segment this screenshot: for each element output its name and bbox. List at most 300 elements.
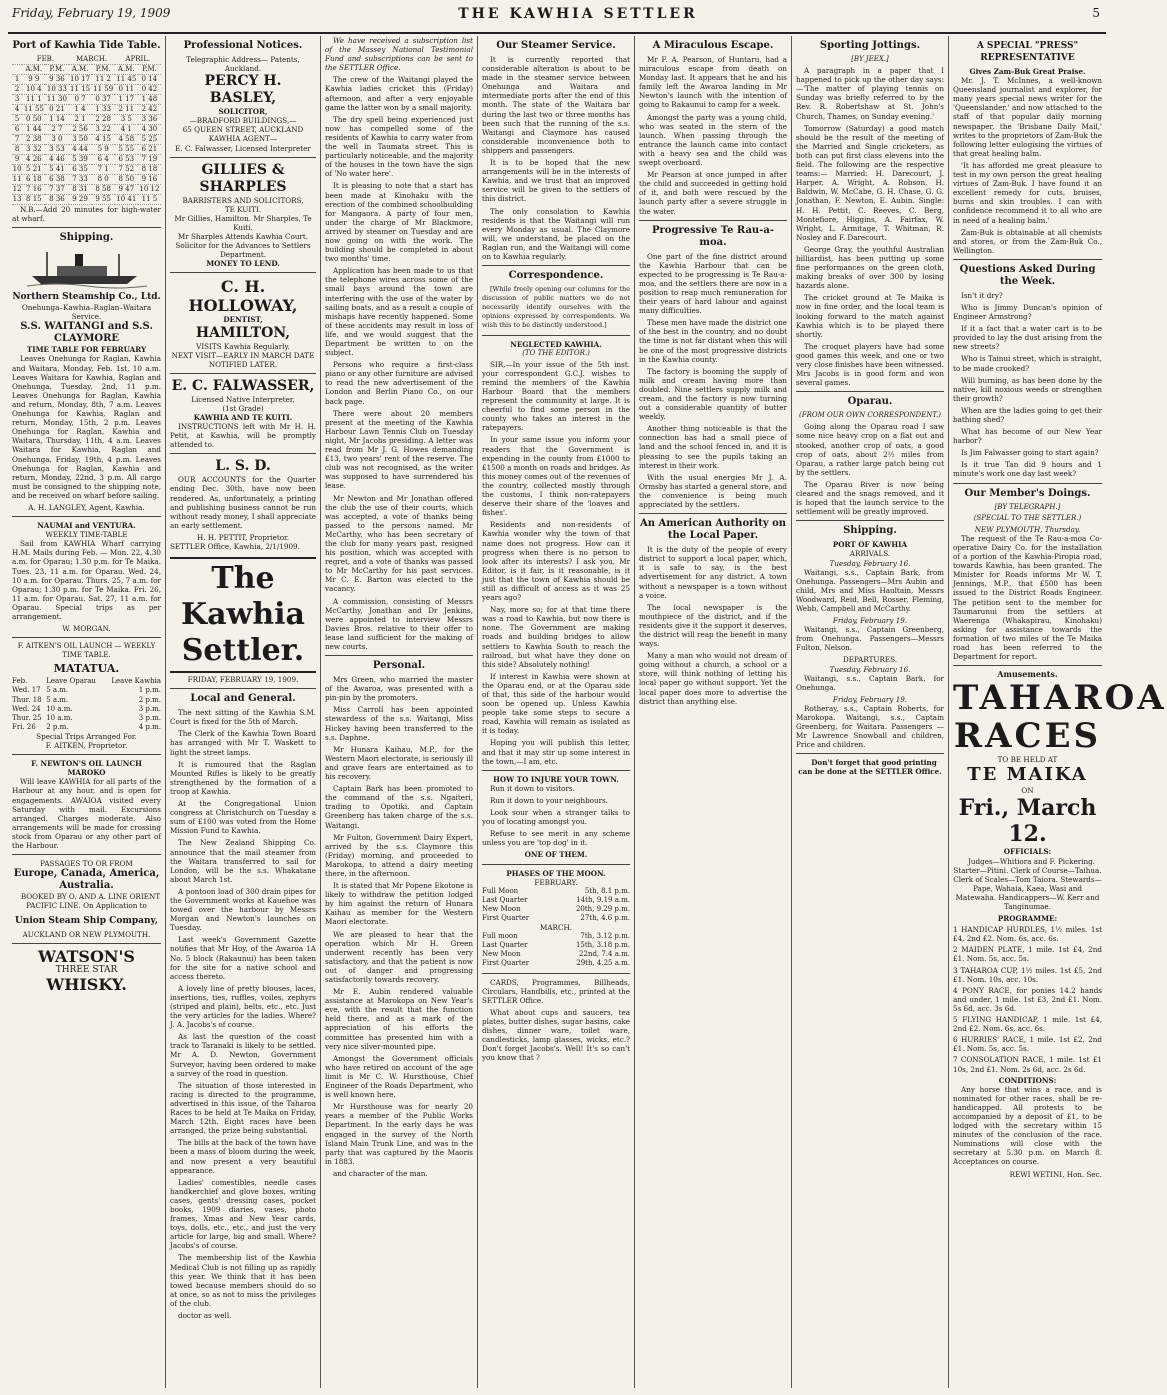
sporting-paragraph: The croquet players have had some good games this week, and one or two very close finishes have been witnessed. Mrs Jacobs is in good form and won several games. — [796, 341, 944, 388]
launch-text: Sail from KAWHIA Wharf carrying H.M. Mails during Feb. — Mon. 22, 4.30 a.m. for Oparau; 1.30 p.m. for Te Maika. Tues. 23, 11 a.m. for Oparau. Wed. 24, 10 a.m. for Oparau. Thurs. 25, 7 a.m. for Oparau; 1.30 p.m. for Te Maika. Fri. 26, 11 a.m. for Oparau. Sat. 27, 11 a.m. for Oparau. Special trips as per arrangement. — [12, 539, 161, 621]
tide-row-cell: 8 — [12, 145, 22, 155]
tide-row-cell: 11 30 — [46, 95, 67, 103]
tide-row-cell: 2 1 — [69, 115, 92, 125]
phase-row-cell: Full Moon — [482, 886, 519, 895]
tide-row-cell: 11 2 — [92, 75, 115, 85]
launch-subheading: WEEKLY TIME-TABLE — [45, 530, 128, 540]
matatua-row-cell: 10 a.m. — [46, 704, 73, 713]
tide-row-cell: 9 55 — [92, 195, 115, 205]
tide-row — [12, 145, 161, 155]
departure-1-text: Waitangi, s.s., Captain Bark, for Onehunga. — [796, 673, 944, 692]
programme-item: 4 PONY RACE, for ponies 14.2 hands and under, 1 mile. 1st £3, 2nd £1. Nom. 5s 6d, acc. 3s 6d. — [953, 985, 1102, 1013]
howto-line: Run it down to your neighbours. — [490, 795, 609, 805]
american-paragraph: Many a man who would not dream of going without a church, a school or a store, will think nothing of letting his local paper go without support. Yet the local paper does more to advertise the district than anything else. — [639, 651, 787, 706]
matatua-row-cell: 3 p.m. — [138, 704, 161, 713]
tide-row-cell: 9 9 — [22, 75, 45, 85]
matatua-row-cell: Fri. 26 — [12, 722, 36, 731]
timetable-text: Leaves Onehunga for Raglan, Kawhia and Waitara, Monday, Feb. 1st, 10 a.m. Leaves Waitara for Kawhia, Raglan and Onehunga, Tuesday, 2nd, 11 p.m. Leaves Onehunga for Raglan, Kawhia and return, Monday, 8th, 7 a.m. Leaves Onehunga for Kawhia, Raglan and return, Monday, 15th, 2 p.m. Leaves Onehunga for Raglan, Kawhia and Waitara, Thursday, 11th, 4 a.m. Leaves Waitara for Kawhia, Raglan and Onehunga, Friday, 19th, 4 p.m. Leaves Onehunga for Raglan, Kawhia and return, Monday, 22nd, 3 p.m. All cargo must be consigned to the shipping note, and be received on wharf before sailing. — [12, 354, 161, 500]
tide-row-cell: 5 9 — [92, 145, 115, 155]
local-general-heading: Local and General. — [190, 693, 296, 705]
sporting-paragraph: Tomorrow (Saturday) a good match should be the result of the meeting of the Married and Single cricketers, as both can put first class elevens into the field. The following are the respective teams:— Married: H. Darecourt, J. Harper, A. Wright, A. Robson, H. Baldwin, W. McCabe, G. H. Chase, G. G. Jonathan, F. Newton, E. Aubin. Single: H. H. Pettit, C. Reeves, C. Berg, Montefiore, Higgins, A. Fairfax, W. Wright, L. Armitage, T. Whitman, R. Nosley and F. Darecourt. — [796, 123, 944, 242]
phase-row-cell: First Quarter — [482, 959, 530, 968]
tide-row-cell: 2 7 — [45, 125, 68, 135]
tide-row-cell: 1 — [12, 75, 22, 85]
letter-paragraph: Residents and non-residents of Kawhia wonder why the town of that name does not progress. How can it progress when there is no person to look after its interests? I ask you, Mr Editor, is it fair, is it reasonable, is it just that the town of Kawhia should be still as difficult of access as it was 25 years ago? — [482, 520, 630, 603]
tide-table — [12, 55, 161, 205]
tide-month-header: FEB. — [22, 55, 68, 65]
gillies-partners: Mr Gillies, Hamilton. Mr Sharples, Te Kuiti. — [174, 213, 312, 232]
tide-row — [12, 105, 161, 115]
tide-ampm: P.M. — [45, 65, 68, 75]
tide-row-cell: 3 0 — [45, 135, 68, 145]
lsd-text: OUR ACCOUNTS for the Quarter ending Dec. 30th, have now been rendered. As, unfortunately, a printing and publishing business cannot be run without ready money, I shall appreciate an early settlement. — [170, 475, 316, 530]
arrival-1-text: Waitangi, s.s., Captain Bark, from Onehunga. Passengers—Mrs Aubin and child, Mrs and Miss Haultain, Messrs Woodward, Reid, Bell, Rosser, Fleming, Webb, Campbell and McCarthy. — [796, 567, 944, 613]
sporting-paragraph: A paragraph in a paper that I happened to pick up the other day says:—'The matter of playing tennis on Sunday was briefly referred to by the Rev. R. Robertshaw at St. John's Church, Thames, on Sunday evening.' — [796, 66, 944, 121]
holloway-visit: VISITS Kawhia Regularly. — [196, 341, 290, 351]
basley-title: SOLICITOR, — [218, 107, 268, 117]
newton-heading: F. NEWTON'S OIL LAUNCH MAROKO — [31, 759, 142, 778]
escape-heading: A Miraculous Escape. — [652, 40, 774, 51]
progressive-paragraph: The factory is booming the supply of milk and cream having more than doubled. Nine settlers supply milk and cream, and the factory is now turning out a considerable quantity of butter weekly. — [639, 366, 787, 422]
gillies-name: GILLIES & SHARPLES — [199, 161, 287, 195]
column-2 — [165, 36, 320, 1388]
progressive-paragraph: One part of the fine district around the Kawhia Harbour that can be expected to be progressing is Te Rau-a-moa, and the settlers there are now in a position to reap much remuneration for their years of hard labour and against many difficulties. — [639, 251, 787, 316]
gillies-solicitor: Solicitor for the Advances to Settlers Department. — [175, 241, 311, 260]
tide-row — [12, 195, 161, 205]
question-item: Who is Jimmy Duncan's opinion of Engineer Armstrong? — [953, 302, 1102, 322]
neglected-subheading: (TO THE EDITOR.) — [522, 348, 590, 357]
tide-header-row — [12, 55, 161, 65]
members-subheading: (SPECIAL TO THE SETTLER.) — [973, 513, 1082, 522]
tide-row-cell: 1 33 — [92, 105, 115, 115]
phase-row-cell: 14th, 9.19 a.m. — [576, 895, 630, 904]
departures-heading: DEPARTURES. — [842, 655, 898, 665]
shipping-news-heading: Shipping. — [843, 525, 897, 537]
gillies-note: Mr Sharples Attends Kawhia Court. — [177, 232, 309, 242]
tide-row-cell: 4 30 — [138, 125, 161, 135]
tide-row-cell: 0 7 — [69, 95, 92, 105]
steamer-paragraph: It is to be hoped that the new arrangements will be in the interests of Kawhia, and we trust that an improved service will be given to the settlers of this district. — [482, 158, 630, 204]
matatua-row-cell: Wed. 17 — [12, 686, 41, 695]
tide-row-cell: 4 44 — [69, 145, 92, 155]
tide-row-cell: 0 11 — [115, 85, 138, 95]
local-paragraph: The Clerk of the Kawhia Town Board has arranged with Mr T. Waskett to light the street lamps. — [170, 729, 316, 757]
news-paragraph: There were about 20 members present at the meeting of the Kawhia Harbour Lawn Tennis Club on Tuesday night, Mr Jacobs presiding. A letter was read from Mr J. G. Howes demanding £13, two years' rent of the reserve. The club was not recognised, as the writer was supposed to have surrendered his lease. — [325, 408, 473, 491]
shipping-heading: Shipping. — [59, 232, 114, 244]
tide-row — [12, 155, 161, 165]
howto-heading: HOW TO INJURE YOUR TOWN. — [493, 774, 619, 784]
cards-end: What about cups and saucers, tea plates, butter dishes, sugar basins, cake dishes, dinner ware, toilet ware, candlesticks, lamp glasses, wicks, etc.? Don't forget Jacobs's. Well! It's so can't you know that ? — [482, 1007, 630, 1063]
phase-row — [482, 959, 630, 968]
phase-row — [482, 905, 630, 914]
tide-row — [12, 175, 161, 185]
tide-row-cell: 1 17 — [115, 95, 138, 105]
phases-feb: FEBRUARY. — [534, 877, 578, 887]
matatua-subheading: F. AITKEN'S OIL LAUNCH — WEEKLY TIME TABLE. — [17, 642, 156, 660]
progressive-paragraph: These men have made the district one of the best in the country, and no doubt the time is not far distant when this will be one of the most progressive districts in the Kawhia county. — [639, 318, 787, 364]
tide-row-cell: 7 37 — [45, 185, 68, 195]
tide-row-cell: 4 1 — [115, 125, 138, 135]
special-paragraph: Mr. J. T. McInnes, a well-known Queensland journalist and explorer, for many years special news writer for the 'Queenslander,' and now attached to the staff of that popular daily morning newspaper, the 'Brisbane Daily Mail,' writes to the proprietors of Zam-Buk the following letter eulogising the virtues of that great healing balm. — [953, 76, 1102, 158]
news-paragraph: Application has been made to us that the telephone wires across some of the small bays around the town are interfering with the use of the water by sailing boats, and as a result a couple of mishaps have recently happened. Some of these accidents may result in loss of life, and we would suggest that the Department be written to on the subject. — [325, 266, 473, 358]
news-paragraph: The dry spell being experienced just now has compelled some of the residents of Kawhia to carry water from the well in Taumata street. This is particularly noticeable, and the majority of the houses in the town have the sign of 'No water here'. — [325, 114, 473, 179]
steamer-body — [482, 55, 630, 261]
tide-row-cell: 4 — [12, 105, 22, 115]
matatua-row — [12, 686, 161, 695]
matatua-row-cell: Leave Oparau — [46, 677, 96, 686]
tide-row-cell: 11 — [12, 175, 22, 183]
matatua-row — [12, 705, 161, 714]
conditions-signature: REWI WETINI, Hon. Sec. — [1009, 1169, 1102, 1179]
tide-row-cell: 7 1 — [92, 165, 115, 175]
phase-row-cell: First Quarter — [482, 913, 530, 922]
matatua-row — [12, 696, 161, 705]
phase-row — [482, 896, 630, 905]
personal-paragraph: Mr Fulton, Government Dairy Expert, arrived by the s.s. Claymore this (Friday) morning, and proceeded to Marokopa, to attend a dairy meeting there, in the afternoon. — [325, 832, 473, 878]
phases-feb-table — [482, 887, 630, 923]
matatua-row-cell: 5 a.m. — [46, 686, 69, 695]
matatua-row-cell: 2 p.m. — [46, 722, 69, 731]
passages-destinations: Europe, Canada, America, Australia. — [13, 868, 160, 892]
tide-row-cell: 3 53 — [45, 145, 68, 155]
holloway-next: NEXT VISIT—EARLY IN MARCH DATE NOTIFIED LATER. — [171, 350, 315, 369]
tide-row-cell: 11 5 — [138, 195, 161, 205]
local-general-body — [170, 708, 316, 1308]
issue-date: Friday, February 19, 1909 — [12, 6, 171, 20]
personal-paragraph: We are pleased to hear that the operation which Mr H. Green underwent recently has been very satisfactory, and that the patient is now out of danger and progressing satisfactorily towards recovery. — [325, 929, 473, 984]
phase-row — [482, 932, 630, 941]
letter-paragraph: Nay, more so; for at that time there was a road to Kawhia, but now there is none. The Government are making roads and building bridges to allow settlers to Kawhia South to reach the railroad, but what have they done on this side? Absolutely nothing! — [482, 605, 630, 669]
lsd-office: SETTLER Office, Kawhia, 2/1/1909. — [170, 542, 300, 551]
tide-row-cell: 7 19 — [138, 155, 161, 165]
local-paragraph: A pontoon load of 300 drain pipes for the Government works at Kauehoe was towed over the harbour by Messrs Morgan and Newton's launches on Tuesday. — [170, 886, 316, 933]
tide-row-cell: 4 46 — [45, 155, 68, 165]
holloway-place: HAMILTON, — [195, 324, 291, 341]
holloway-name: C. H. HOLLOWAY, — [188, 277, 298, 316]
tide-month-header: MARCH. — [69, 55, 115, 65]
phases-mar: MARCH. — [539, 923, 572, 933]
tide-row-cell: 10 12 — [139, 185, 160, 193]
sporting-byline: [BY JEEX.] — [851, 55, 889, 63]
tide-row-cell: 4 15 — [92, 135, 115, 145]
american-body — [639, 545, 787, 706]
programme-item: 1 HANDICAP HURDLES, 1½ miles. 1st £4, 2nd £2. Nom. 6s, acc. 6s. — [953, 925, 1102, 944]
matatua-row — [12, 723, 161, 732]
shipping-agent: A. H. LANGLEY, Agent, Kawhia. — [28, 502, 145, 512]
personal-paragraph: Mr Hunara Kaihau, M.P., for the Western Maori electorate, is seriously ill and grave fears are entertained as to his recovery. — [325, 744, 473, 782]
tide-row-cell: 6 4 — [92, 155, 115, 165]
whisky-star: THREE STAR — [55, 965, 118, 976]
questions-heading: Questions Asked During the Week. — [959, 263, 1096, 287]
local-end: doctor as well. — [178, 1311, 232, 1320]
special-body — [953, 76, 1102, 255]
news-paragraph: The crew of the Waitangi played the Kawhia ladies cricket this (Friday) afternoon, and after a very enjoyable game the latter won by a small majority. — [325, 75, 473, 112]
tide-row-cell: 9 36 — [45, 75, 68, 85]
tide-row-cell: 1 4 — [69, 105, 92, 115]
arrival-2-text: Waitangi, s.s., Captain Greenberg, from Onehunga. Passengers—Messrs Fulton, Nelson. — [796, 625, 944, 653]
tide-row-cell: 7 16 — [22, 185, 45, 195]
shipping-route: Onehunga–Kawhia–Raglan–Waitara Service. — [21, 303, 152, 322]
tide-row-cell: 9 29 — [69, 195, 92, 205]
steamer-heading: Our Steamer Service. — [496, 40, 616, 51]
matatua-row-cell: 2 p.m. — [138, 695, 161, 704]
tide-row-cell: 8 50 — [115, 175, 138, 185]
race-place: TE MAIKA — [967, 764, 1088, 786]
port-heading: PORT OF KAWHIA — [832, 540, 908, 550]
tide-row-cell: 12 — [12, 185, 22, 193]
local-paragraph: The membership list of the Kawhia Medical Club is not filling up as rapidly this year. We think that it has been towed because members should do so at once, so as not to miss the privileges of the club. — [170, 1253, 316, 1308]
basley-agent-name: E. C. Falwasser, Licensed Interpreter — [175, 143, 311, 153]
tide-row-cell: 3 5 — [115, 115, 138, 125]
masthead — [8, 2, 1106, 34]
race-title-1: TAHAROA — [953, 678, 1167, 719]
matatua-row-cell: 5 a.m. — [46, 695, 69, 704]
tide-row-cell: 13 — [12, 195, 22, 203]
tide-ampm: P.M. — [138, 65, 161, 75]
matatua-row — [12, 677, 161, 686]
tide-ampm: A.M. — [69, 65, 92, 75]
personal-paragraph: Amongst the Government officials who have retired on account of the age limit is Mr C. W. Hursthouse, Chief Engineer of the Roads Department, who is well known here. — [325, 1053, 473, 1100]
gillies-title: BARRISTERS AND SOLICITORS, — [182, 195, 304, 205]
sporting-heading: Sporting Jottings. — [819, 40, 921, 51]
personal-heading: Personal. — [372, 660, 426, 672]
tide-subheader-row — [12, 65, 161, 75]
race-date: Fri., March 12. — [958, 795, 1097, 848]
tide-row-cell: 10 17 — [70, 75, 91, 83]
holloway-title: DENTIST, — [223, 315, 263, 325]
neglected-heading: NEGLECTED KAWHIA. — [510, 339, 602, 349]
arrival-1-date: Tuesday, February 16. — [829, 558, 911, 568]
phase-row-cell: New Moon — [482, 904, 521, 913]
cards-text: CARDS, Programmes, Billheads, Circulars, Handbills, etc., printed at the SETTLER Office. — [482, 977, 630, 1005]
programme-item: 5 FLYING HANDICAP, 1 mile. 1st £4, 2nd £2. Nom. 6s, acc. 6s. — [953, 1015, 1102, 1034]
tide-row — [12, 85, 161, 95]
whisky-brand: WATSON'S — [38, 947, 135, 967]
tide-row — [12, 95, 161, 105]
tide-row-cell: 5 55 — [115, 145, 138, 155]
tide-row-cell: 9 — [12, 155, 22, 165]
correspondence-note: [While freely opening our columns for the discussion of public matters we do not necessarily identify ourselves with the opinions expressed by correspondents. We wish this to be distinctly understood.] — [482, 285, 630, 330]
whisky-word: WHISKY. — [46, 974, 127, 994]
programme-item: 7 CONSOLATION RACE, 1 mile. 1st £1 10s, 2nd £1. Nom. 2s 6d, acc. 2s 6d. — [953, 1055, 1102, 1074]
tide-row — [12, 125, 161, 135]
tide-row-cell: 6 53 — [115, 155, 138, 165]
race-title-2: RACES — [953, 716, 1102, 757]
nameplate: The Kawhia Settler. — [170, 557, 316, 673]
oparau-paragraph: The Oparau River is now being cleared and the snags removed, and it is hoped that the launch service to the settlement will be greatly improved. — [796, 479, 944, 517]
question-item: If it a fact that a water cart is to be provided to lay the dust arising from the new streets? — [953, 324, 1102, 352]
launch-signature: W. MORGAN. — [62, 624, 111, 634]
question-item: Is it true Tan did 9 hours and 1 minute's work one day last week? — [953, 460, 1102, 479]
tide-row-cell: 11 1 — [22, 95, 45, 105]
local-paragraph: The bills at the back of the town have been a mass of bloom during the week, and now present a very beautiful appearance. — [170, 1138, 316, 1175]
tide-row-cell: 2 38 — [22, 135, 45, 145]
arrivals-heading: ARRIVALS. — [849, 549, 891, 559]
phase-row-cell: 27th, 4.6 p.m. — [580, 913, 630, 922]
gillies-place: TE KUITI. — [224, 204, 262, 214]
news-paragraph: It is pleasing to note that a start has been made at Kinohaku with the erection of the combined schoolbuilding for Mangaora. A party of four men, under the charge of Mr Blackmore, arrived by steamer on Tuesday and are now going on with the work. The building should be completed in about two months' time. — [325, 181, 473, 264]
phase-row-cell: 7th, 3.12 p.m. — [580, 932, 630, 941]
howto-line: Refuse to see merit in any scheme unless you are 'top dog' in it. — [482, 829, 630, 848]
shipping-ships: S.S. WAITANGI and S.S. CLAYMORE — [20, 321, 153, 345]
phase-row-cell: New Moon — [482, 950, 521, 959]
matatua-row-cell: Thur. 25 — [12, 713, 42, 722]
tide-row-cell: 6 38 — [45, 175, 68, 185]
passages-heading: PASSAGES TO OR FROM — [40, 859, 133, 869]
escape-paragraph: Mr F. A. Pearson, of Huntaru, had a miraculous escape from death on Monday last. It appears that he and his family left the Awaroa landing in Mr Newton's launch with the intention of going to Rakaunui to camp for a week. — [639, 55, 787, 110]
tide-row-cell: 3 36 — [138, 115, 161, 125]
local-paragraph: As last the question of the coast track to Taranaki is likely to be settled. Mr A. D. Newton, Government Surveyor, having been ordered to make a survey of the road in question. — [170, 1032, 316, 1078]
falwasser-title: Licensed Native Interpreter, — [191, 394, 295, 404]
tide-row-cell: 5 41 — [45, 165, 68, 175]
race-held: TO BE HELD AT — [997, 755, 1058, 765]
question-item: Will burning, as has been done by the native, kill noxious weeds or strengthen their growth? — [953, 375, 1102, 403]
personal-paragraph: Mr E. Aubin rendered valuable assistance at Marokopa on New Year's eve, with the result that the function held there, and as a mark of the appreciation of his efforts the committee has presented him with a very nice silver-mounted pipe. — [325, 987, 473, 1051]
tide-row-cell: 4 58 — [115, 135, 138, 145]
neglected-body — [482, 360, 630, 766]
matatua-row — [12, 714, 161, 723]
programme-list — [953, 925, 1102, 1073]
arrival-2-date: Friday, February 19. — [832, 616, 908, 626]
tide-row — [12, 115, 161, 125]
basley-street: 65 QUEEN STREET, AUCKLAND — [182, 125, 304, 135]
matatua-row-cell: Thur. 18 — [12, 695, 42, 704]
howto-list — [482, 784, 630, 848]
members-byline: [BY TELEGRAPH.] — [994, 502, 1061, 511]
letter-paragraph: In your same issue you inform your readers that the Government is expending in the county from £1000 to £1500 a month on roads and bridges. As this money comes out of the revenues of the country, collected mostly through the customs, I think non-ratepayers deserve their share of the 'loaves and fishes'. — [482, 435, 630, 518]
local-paragraph: Ladies' comestibles, needle cases handkerchief and glove boxes, writing cases, gents' dressing cases, pocket books, 1909 diaries, vases, photo frames, Xmas and New Year cards, toys, dolls, etc., etc., and just the very article for large, big and small. Where? Jacobs's of course. — [170, 1177, 316, 1251]
phase-row-cell: 15th, 3.18 p.m. — [575, 941, 630, 950]
tide-row-cell: 9 47 — [115, 185, 138, 195]
basley-building: —BRADFORD BUILDINGS,— — [189, 116, 297, 126]
tide-row-cell: 5 — [12, 115, 22, 125]
tide-row-cell: 10 4 — [22, 85, 45, 95]
oparau-heading: Oparau. — [847, 396, 893, 408]
matatua-row-cell: 10 a.m. — [46, 713, 73, 722]
question-item: Who is Tainui street, which is straight, to be made crooked? — [953, 354, 1102, 373]
tide-row-cell: 8 15 — [22, 195, 45, 205]
matatua-row-cell: 3 p.m. — [138, 713, 161, 722]
departure-1-date: Tuesday, February 16. — [829, 664, 911, 674]
tide-row-cell: 7 52 — [115, 165, 138, 175]
oparau-paragraph: Going along the Oparau road I saw some nice heavy crop on a flat out and stooked, another crop of oats, a good crop of oats, about 2½ miles from Oparau, a rather large patch being cut by the settlers. — [796, 422, 944, 477]
matatua-row-cell: Leave Kawhia — [111, 677, 161, 686]
officials-heading: OFFICIALS: — [1003, 847, 1052, 857]
launch-heading: NAUMAI and VENTURA. — [37, 521, 136, 531]
timetable-heading: TIME TABLE FOR FEBRUARY — [26, 345, 147, 355]
news-paragraph: A commission, consisting of Messrs McCarthy, Jonathan and Dr Jenkins, were appointed to interview Messrs Davies Bros. relative to their offer to lease land sufficient for the making of new courts. — [325, 596, 473, 651]
personal-body — [325, 675, 473, 1166]
sporting-body — [796, 66, 944, 387]
matatua-signature: F. AITKEN, Proprietor. — [45, 741, 128, 751]
steamship-illustration — [27, 248, 147, 288]
special-paragraph: Zam-Buk is obtainable at all chemists and stores, or from the Zam-Buk Co., Wellington. — [953, 227, 1102, 255]
tide-row-cell: 8 36 — [45, 195, 68, 205]
tide-row-cell: 3 — [12, 95, 22, 105]
escape-paragraph: Mr Pearson at once jumped in after the child and succeeded in getting hold of it, and both were rescued by the launch party after a severe struggle in the water. — [639, 170, 787, 216]
falwasser-name: E. C. FALWASSER, — [171, 377, 315, 394]
tide-row-cell: 1 48 — [138, 95, 161, 105]
programme-item: 3 TAHAROA CUP, 1½ miles. 1st £5, 2nd £1. Nom. 10s, acc. 10s. — [953, 965, 1102, 984]
special-paragraph: 'It has afforded me great pleasure to test in my own person the great healing virtues of Zam-Buk. I have found it an excellent remedy for cuts, bruises, burns and skin troubles. I can with confidence recommend it to all who are in need of a healing balm.' — [953, 160, 1102, 225]
dont-forget: Don't forget that good printing can be done at the SETTLER Office. — [798, 758, 942, 777]
phases-heading: PHASES OF THE MOON. — [506, 868, 606, 878]
tide-row-cell: 9 16 — [138, 175, 161, 185]
phase-row — [482, 914, 630, 923]
column-5 — [634, 36, 791, 1388]
sporting-paragraph: George Gray, the youthful Australian billiardist, has been putting up some fine performances on the green cloth, making breaks of over 300 by losing hazards alone. — [796, 244, 944, 291]
members-place: NEW PLYMOUTH, Thursday. — [974, 524, 1081, 534]
personal-paragraph: Captain Bark has been promoted to the command of the s.s. Ngaiteri, trading to Opotiki, and Captain Greenberg has taken charge of the s.s. Waitangi. — [325, 784, 473, 830]
howto-line: Look sour when a stranger talks to you of locating amongst you. — [482, 808, 630, 827]
money-to-lend: MONEY TO LEND. — [206, 259, 280, 269]
tide-note: N.B.—Add 20 minutes for high-water at wharf. — [12, 205, 161, 224]
tide-row-cell: 6 18 — [22, 175, 45, 185]
professional-heading: Professional Notices. — [183, 40, 303, 51]
programme-heading: PROGRAMME: — [997, 914, 1058, 924]
members-text: The request of the Te Rau-a-moa Co-operative Dairy Co. for the installation of a portion of the Kawhia-Piropia road, towards Kawhia, has been granted. The Minister for Roads informs Mr W. T. Jennings, M.P., that £500 has been issued to the District Roads Engineer. The petition sent to the member for Taumarunui from the settlers at Waerenga (Whakapirau, Kinohaku) asking for assistance towards the formation of two miles of the Te Maika road has been referred to the Department for report. — [953, 533, 1102, 662]
american-heading: An American Authority on the Local Paper. — [639, 518, 787, 542]
tide-month-header: APRIL. — [115, 55, 161, 65]
question-item: What has become of our New Year harbor? — [953, 427, 1102, 446]
column-6 — [791, 36, 948, 1388]
oparau-subheading: (FROM OUR OWN CORRESPONDENT.) — [799, 411, 941, 420]
question-item: Is Jim Falwasser going to start again? — [961, 448, 1099, 458]
local-paragraph: A lovely line of pretty blouses, laces, insertions, ties, ruffles, voiles, zephyrs (striped and plain), belts, etc., etc. Just the very articles for the ladies. Where? J. A. Jacobs's of course. — [170, 983, 316, 1030]
members-heading: Our Member's Doings. — [964, 487, 1091, 499]
tide-row-cell: 8 31 — [69, 185, 92, 195]
col3-end: and character of the man. — [333, 1168, 428, 1178]
falwasser-text: INSTRUCTIONS left with Mr H. H. Petit, at Kawhia, will be promptly attended to. — [170, 422, 316, 450]
phases-mar-table — [482, 932, 630, 968]
tide-row-cell: 8 58 — [92, 185, 115, 195]
phase-row — [482, 941, 630, 950]
steamer-paragraph: The only consolation to Kawhia residents is that the Waitangi will run every Monday as usual. The Claymore will, we understand, be placed on the Raglan run, and the Waitangi will come on to Kawhia regularly. — [482, 206, 630, 261]
tide-row-cell: 6 21 — [138, 145, 161, 155]
basley-name: PERCY H. BASLEY, — [204, 73, 282, 107]
phase-row-cell: Last Quarter — [482, 895, 528, 904]
tide-row-cell: 6 35 — [69, 165, 92, 175]
personal-paragraph: Mr Hursthouse was for nearly 20 years a member of the Public Works Department. In the early days he was engaged in the survey of the North Island Main Trunk Line, and was in the party that was captured by the Maoris in 1883. — [325, 1102, 473, 1166]
progressive-paragraph: Another thing noticeable is that the connection has had a small piece of land and the school fenced in, and it is pleasing to see the pupils taking an interest in their work. — [639, 424, 787, 470]
tide-row-cell: 11 55 — [23, 105, 44, 113]
howto-end: ONE OF THEM. — [524, 850, 588, 860]
conditions-text: Any horse that wins a race, and is nominated for other races, shall be re-handicapped. All protests to be accompanied by a deposit of £1, to be lodged with the secretary within 15 minutes of the conclusion of the race. Nominations will close with the secretary at 5.30 p.m. on March 8. Acceptances on course. — [953, 1084, 1102, 1167]
tide-table-title: Port of Kawhia Tide Table. — [12, 40, 161, 51]
letter-paragraph: If interest in Kawhia were shown at the Oparau end, or at the Oparau side of that, this side of the harbour would soon be opened up. Unless Kawhia people take some steps to secure a road, Kawhia will remain as isolated as it is today. — [482, 671, 630, 736]
tide-row-cell: 3 32 — [22, 145, 45, 155]
local-paragraph: The situation of those interested in racing is directed to the programme, advertised in this issue, of the Taharoa Races to be held at Te Maika on Friday, March 12th. Eight races have been arranged, the prize being substantial. — [170, 1080, 316, 1136]
correspondence-heading: Correspondence. — [508, 270, 604, 282]
nameplate-date: FRIDAY, FEBRUARY 19, 1909. — [187, 675, 299, 685]
phase-row — [482, 950, 630, 959]
howto-line: Run it down to visitors. — [490, 783, 575, 793]
departure-2-text: Rotheray, s.s., Captain Roberts, for Marokopa. Waitangi, s.s., Captain Greenberg, for Waitara. Passengers — Mr Lawrence Snowball and children, Price and children. — [796, 703, 944, 750]
conditions-heading: CONDITIONS: — [998, 1075, 1057, 1085]
matatua-row-cell: Feb. — [12, 677, 28, 686]
oparau-body — [796, 422, 944, 516]
special-heading: A SPECIAL "PRESS" REPRESENTATIVE — [976, 41, 1079, 63]
newton-text: Will leave KAWHIA for all parts of the Harbour at any hour, and is open for engagements. AWAIOA visited every Saturday with mail. Excursions arranged. Charges moderate. Also arrangements will be made for crossing stock from Oparau or any other part of the Harbour. — [12, 777, 161, 850]
matatua-table — [12, 677, 161, 732]
tide-row-cell: 8 0 — [92, 175, 115, 185]
local-paragraph: The New Zealand Shipping Co. announce that the mail steamer from the Waitara transferred to sail for London, will be the s.s. Whakatane about March 1st. — [170, 838, 316, 884]
tide-row-cell: 10 33 — [46, 85, 67, 93]
amusements-heading: Amusements. — [997, 669, 1058, 680]
testimonial-notice: We have received a subscription list of the Massey National Testimonial Fund and subscriptions can be sent to the SETTLER Office. — [325, 36, 473, 73]
tide-row-cell: 1 44 — [22, 125, 45, 135]
passages-place: AUCKLAND OR NEW PLYMOUTH. — [22, 930, 151, 940]
